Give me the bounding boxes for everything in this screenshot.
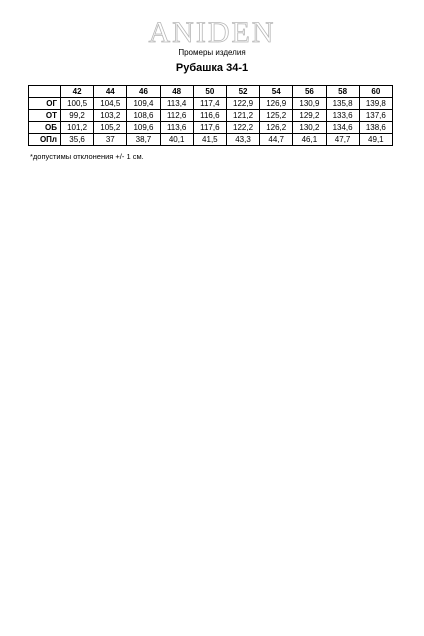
- table-cell: 122,2: [226, 122, 259, 134]
- table-cell: 117,4: [193, 98, 226, 110]
- document-subtitle: Промеры изделия: [178, 48, 246, 57]
- table-cell: 138,6: [359, 122, 392, 134]
- table-cell: 109,6: [127, 122, 160, 134]
- size-header-cell: 60: [359, 86, 392, 98]
- page-title: Рубашка 34-1: [175, 62, 249, 74]
- size-header-cell: 46: [127, 86, 160, 98]
- row-label: ОБ: [29, 122, 61, 134]
- table-cell: 41,5: [193, 134, 226, 146]
- table-row: [29, 134, 393, 146]
- size-header-cell: 48: [160, 86, 193, 98]
- size-header-cell: 50: [193, 86, 226, 98]
- table-cell: 109,4: [127, 98, 160, 110]
- table-cell: 126,2: [260, 122, 293, 134]
- table-cell: 46,1: [293, 134, 326, 146]
- size-header-cell: 54: [260, 86, 293, 98]
- table-cell: 112,6: [160, 110, 193, 122]
- size-header-cell: 44: [94, 86, 127, 98]
- table-cell: 40,1: [160, 134, 193, 146]
- table-cell: 121,2: [226, 110, 259, 122]
- size-header-cell: 58: [326, 86, 359, 98]
- row-label: ОТ: [29, 110, 61, 122]
- table-row: [29, 98, 393, 110]
- table-cell: 104,5: [94, 98, 127, 110]
- table-cell: 122,9: [226, 98, 259, 110]
- table-cell: 116,6: [193, 110, 226, 122]
- size-header-row: [29, 86, 393, 98]
- row-label: ОПл: [29, 134, 61, 146]
- table-cell: 125,2: [260, 110, 293, 122]
- table-row: [29, 110, 393, 122]
- table-cell: 37: [94, 134, 127, 146]
- size-header-cell: 52: [226, 86, 259, 98]
- table-cell: 113,6: [160, 122, 193, 134]
- table-cell: 44,7: [260, 134, 293, 146]
- table-cell: 126,9: [260, 98, 293, 110]
- table-cell: 129,2: [293, 110, 326, 122]
- table-cell: 130,2: [293, 122, 326, 134]
- table-cell: 130,9: [293, 98, 326, 110]
- table-cell: 137,6: [359, 110, 392, 122]
- row-label: ОГ: [29, 98, 61, 110]
- table-cell: 133,6: [326, 110, 359, 122]
- size-header-cell: 56: [293, 86, 326, 98]
- table-cell: 101,2: [61, 122, 94, 134]
- brand-logo: ANIDEN: [148, 16, 276, 49]
- table-cell: 139,8: [359, 98, 392, 110]
- table-cell: 113,4: [160, 98, 193, 110]
- table-cell: 35,6: [61, 134, 94, 146]
- table-row: [29, 122, 393, 134]
- table-cell: 103,2: [94, 110, 127, 122]
- table-cell: 38,7: [127, 134, 160, 146]
- header-corner-cell: [29, 86, 61, 98]
- table-cell: 105,2: [94, 122, 127, 134]
- tolerance-note: *допустимы отклонения +/- 1 см.: [30, 152, 144, 161]
- measurements-table: [28, 85, 393, 146]
- table-cell: 117,6: [193, 122, 226, 134]
- table-cell: 49,1: [359, 134, 392, 146]
- size-header-cell: 42: [61, 86, 94, 98]
- table-cell: 99,2: [61, 110, 94, 122]
- table-cell: 108,6: [127, 110, 160, 122]
- table-cell: 43,3: [226, 134, 259, 146]
- table-cell: 134,6: [326, 122, 359, 134]
- table-cell: 100,5: [61, 98, 94, 110]
- table-cell: 135,8: [326, 98, 359, 110]
- table-cell: 47,7: [326, 134, 359, 146]
